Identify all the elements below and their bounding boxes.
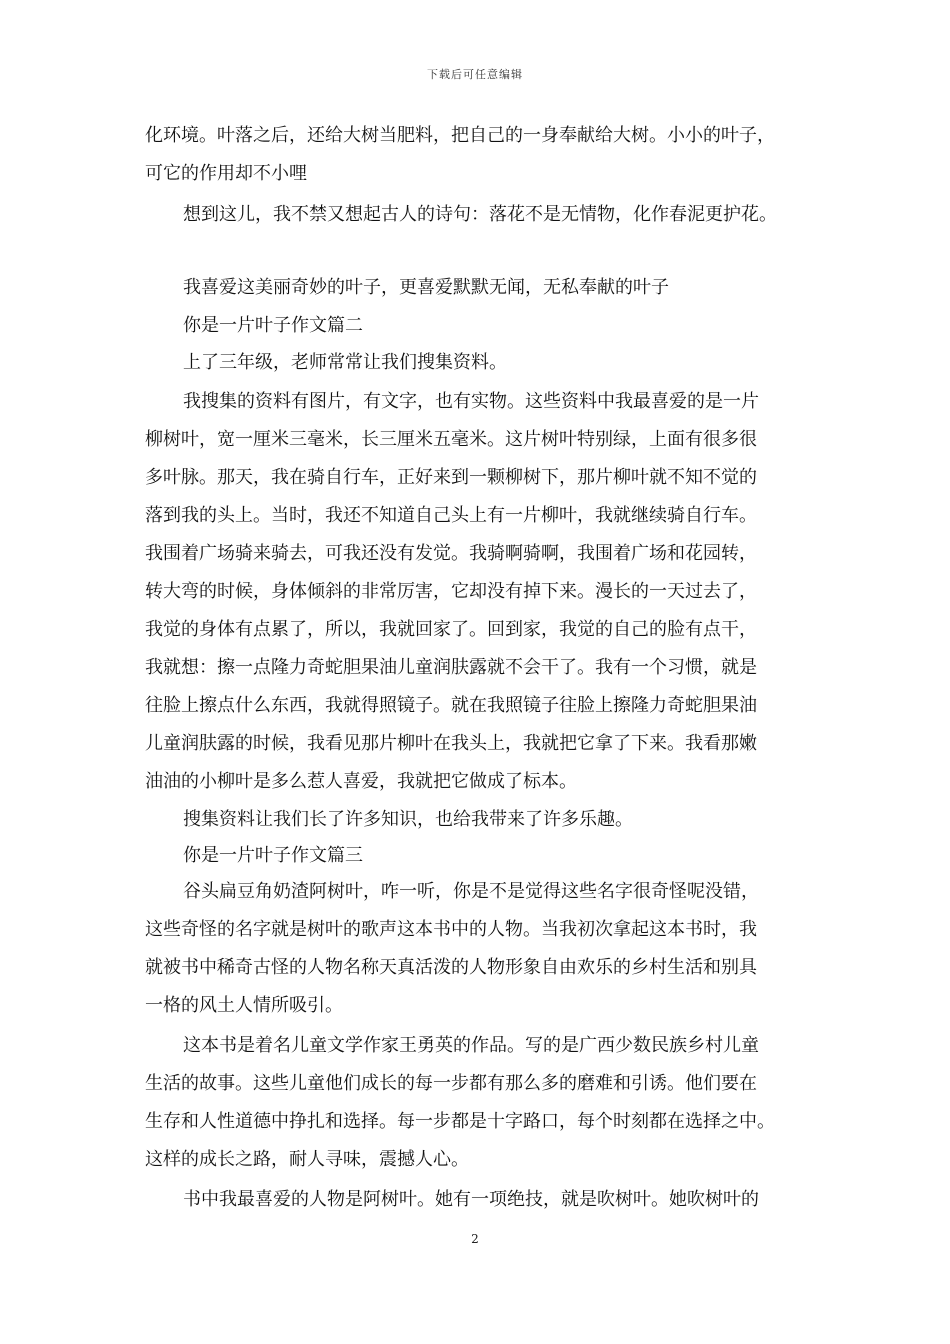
text-line: 可它的作用却不小哩 <box>145 163 307 184</box>
text-line: 油油的小柳叶是多么惹人喜爱，我就把它做成了标本。 <box>145 771 577 792</box>
text-line: 想到这儿，我不禁又想起古人的诗句：落花不是无情物，化作春泥更护花。 <box>183 204 777 225</box>
text-line: 这些奇怪的名字就是树叶的歌声这本书中的人物。当我初次拿起这本书时，我 <box>145 919 757 940</box>
section-heading: 你是一片叶子作文篇三 <box>183 845 363 866</box>
text-line: 就被书中稀奇古怪的人物名称天真活泼的人物形象自由欢乐的乡村生活和别具 <box>145 957 757 978</box>
text-line: 上了三年级，老师常常让我们搜集资料。 <box>183 352 507 373</box>
text-line: 搜集资料让我们长了许多知识，也给我带来了许多乐趣。 <box>183 809 633 830</box>
text-line: 我觉的身体有点累了，所以，我就回家了。回到家，我觉的自己的脸有点干， <box>145 619 757 640</box>
text-line: 书中我最喜爱的人物是阿树叶。她有一项绝技，就是吹树叶。她吹树叶的 <box>183 1189 759 1210</box>
text-line: 我围着广场骑来骑去，可我还没有发觉。我骑啊骑啊，我围着广场和花园转， <box>145 543 757 564</box>
text-line: 这本书是着名儿童文学作家王勇英的作品。写的是广西少数民族乡村儿童 <box>183 1035 759 1056</box>
text-line: 往脸上擦点什么东西，我就得照镜子。就在我照镜子往脸上擦隆力奇蛇胆果油 <box>145 695 757 716</box>
page-number: 2 <box>471 1232 479 1246</box>
text-line: 落到我的头上。当时，我还不知道自己头上有一片柳叶，我就继续骑自行车。 <box>145 505 757 526</box>
text-line: 儿童润肤露的时候，我看见那片柳叶在我头上，我就把它拿了下来。我看那嫩 <box>145 733 757 754</box>
text-line: 我搜集的资料有图片，有文字，也有实物。这些资料中我最喜爱的是一片 <box>183 391 759 412</box>
page-header: 下载后可任意编辑 <box>427 68 523 81</box>
text-line: 这样的成长之路，耐人寻味，震撼人心。 <box>145 1149 469 1170</box>
section-heading: 你是一片叶子作文篇二 <box>183 315 363 336</box>
text-line: 我喜爱这美丽奇妙的叶子，更喜爱默默无闻，无私奉献的叶子 <box>183 277 669 298</box>
text-line: 转大弯的时候，身体倾斜的非常厉害，它却没有掉下来。漫长的一天过去了， <box>145 581 757 602</box>
text-line: 多叶脉。那天，我在骑自行车，正好来到一颗柳树下，那片柳叶就不知不觉的 <box>145 467 757 488</box>
text-line: 化环境。叶落之后，还给大树当肥料，把自己的一身奉献给大树。小小的叶子， <box>145 125 775 146</box>
text-line: 一格的风土人情所吸引。 <box>145 995 343 1016</box>
text-line: 谷头扁豆角奶渣阿树叶，咋一听，你是不是觉得这些名字很奇怪呢没错， <box>183 881 759 902</box>
text-line: 生活的故事。这些儿童他们成长的每一步都有那么多的磨难和引诱。他们要在 <box>145 1073 757 1094</box>
text-line: 生存和人性道德中挣扎和选择。每一步都是十字路口，每个时刻都在选择之中。 <box>145 1111 775 1132</box>
text-line: 我就想：擦一点隆力奇蛇胆果油儿童润肤露就不会干了。我有一个习惯，就是 <box>145 657 757 678</box>
text-line: 柳树叶，宽一厘米三毫米，长三厘米五毫米。这片树叶特别绿，上面有很多很 <box>145 429 757 450</box>
